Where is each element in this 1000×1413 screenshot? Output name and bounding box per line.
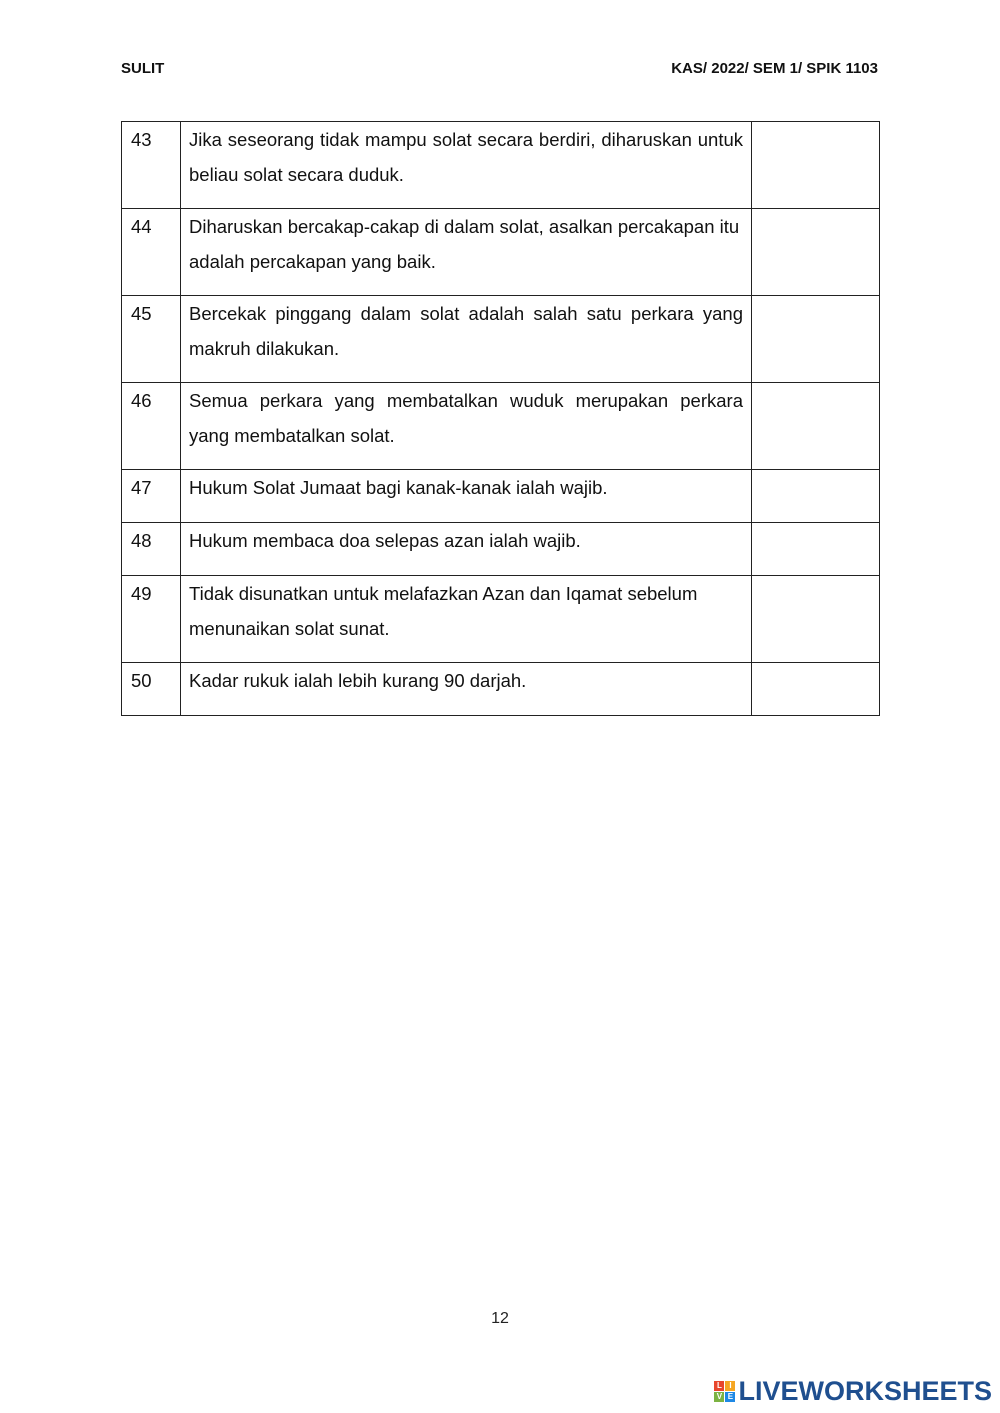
answer-cell[interactable] bbox=[752, 209, 880, 296]
table-row bbox=[122, 663, 880, 716]
question-number: 45 bbox=[122, 296, 181, 383]
answer-cell[interactable] bbox=[752, 470, 880, 523]
question-number: 48 bbox=[122, 523, 181, 576]
answer-cell[interactable] bbox=[752, 576, 880, 663]
table-row bbox=[122, 296, 880, 383]
header-right-code: KAS/ 2022/ SEM 1/ SPIK 1103 bbox=[671, 60, 878, 77]
question-statement: Hukum membaca doa selepas azan ialah wajib. bbox=[181, 523, 752, 576]
answer-cell[interactable] bbox=[752, 523, 880, 576]
answer-cell[interactable] bbox=[752, 296, 880, 383]
logo-square: L bbox=[714, 1381, 724, 1391]
table-row bbox=[122, 523, 880, 576]
header-left-label: SULIT bbox=[121, 60, 165, 77]
table-row bbox=[122, 470, 880, 523]
logo-square: I bbox=[725, 1381, 735, 1391]
question-number: 50 bbox=[122, 663, 181, 716]
questions-table bbox=[121, 121, 880, 716]
watermark-text: LIVEWORKSHEETS bbox=[738, 1376, 992, 1406]
question-statement: Hukum Solat Jumaat bagi kanak-kanak ialah wajib. bbox=[181, 470, 752, 523]
table-row bbox=[122, 576, 880, 663]
question-number: 49 bbox=[122, 576, 181, 663]
table-row bbox=[122, 122, 880, 209]
question-number: 47 bbox=[122, 470, 181, 523]
table-row bbox=[122, 383, 880, 470]
liveworksheets-watermark bbox=[714, 1376, 992, 1407]
question-statement: Kadar rukuk ialah lebih kurang 90 darjah. bbox=[181, 663, 752, 716]
question-statement: Jika seseorang tidak mampu solat secara berdiri, diharuskan untuk beliau solat secara duduk. bbox=[181, 122, 752, 209]
logo-square: V bbox=[714, 1392, 724, 1402]
question-statement: Bercekak pinggang dalam solat adalah salah satu perkara yang makruh dilakukan. bbox=[181, 296, 752, 383]
answer-cell[interactable] bbox=[752, 383, 880, 470]
question-number: 44 bbox=[122, 209, 181, 296]
question-statement: Diharuskan bercakap-cakap di dalam solat, asalkan percakapan itu adalah percakapan yang baik. bbox=[181, 209, 752, 296]
question-statement: Tidak disunatkan untuk melafazkan Azan dan Iqamat sebelum menunaikan solat sunat. bbox=[181, 576, 752, 663]
question-number: 43 bbox=[122, 122, 181, 209]
answer-cell[interactable] bbox=[752, 663, 880, 716]
table-row bbox=[122, 209, 880, 296]
question-number: 46 bbox=[122, 383, 181, 470]
question-statement: Semua perkara yang membatalkan wuduk merupakan perkara yang membatalkan solat. bbox=[181, 383, 752, 470]
liveworksheets-logo-icon bbox=[714, 1381, 735, 1402]
answer-cell[interactable] bbox=[752, 122, 880, 209]
logo-square: E bbox=[725, 1392, 735, 1402]
page-number: 12 bbox=[491, 1310, 509, 1327]
